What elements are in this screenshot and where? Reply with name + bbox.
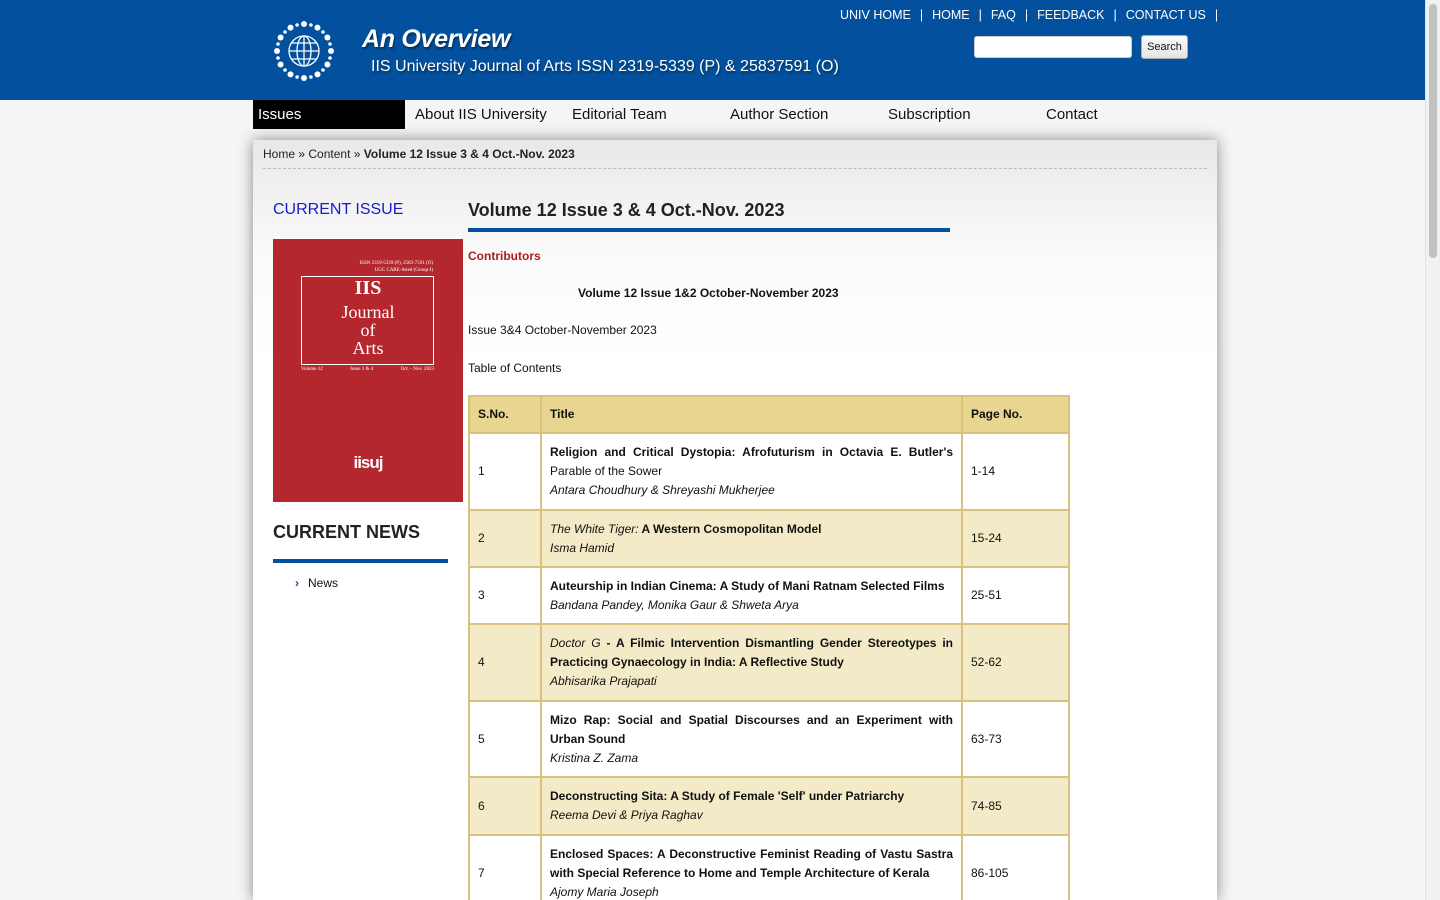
table-row [470,778,1068,834]
breadcrumb-current: Volume 12 Issue 3 & 4 Oct.-Nov. 2023 [363,147,575,161]
page-title: Volume 12 Issue 3 & 4 Oct.-Nov. 2023 [468,200,785,220]
table-of-contents [468,395,1070,900]
row-pages: 15-24 [963,511,1068,566]
row-title-cell[interactable] [542,625,961,700]
cover-journal-word: of [360,320,376,340]
main-nav [253,100,1137,129]
scrollbar-thumb[interactable] [1429,4,1437,258]
cover-journal-word: Arts [352,338,384,358]
breadcrumb-separator: » [298,147,306,161]
link-separator: | [978,8,982,22]
article-title-segment[interactable]: Parable of the Sower [550,464,663,478]
breadcrumb-home[interactable]: Home [263,147,296,161]
row-sno: 6 [470,778,540,834]
contributors-link[interactable]: Contributors [468,249,541,263]
nav-item-issues[interactable]: Issues [253,100,405,129]
row-pages: 86-105 [963,836,1068,900]
link-separator: | [1024,8,1029,22]
toc-body [470,434,1068,900]
cover-ugc: UGC CARE-listed (Group-I) [374,268,433,273]
content-panel [253,140,1217,900]
cover-brand: IIS [354,277,382,299]
breadcrumb-content[interactable]: Content [308,147,351,161]
iis-globe-logo-icon[interactable] [272,19,336,83]
top-link-faq[interactable]: FAQ [990,8,1016,22]
cover-issn: ISSN 2319-5339 (P), 2583-7591 (O) [359,261,433,266]
link-separator: | [919,8,924,22]
nav-item-author-section[interactable]: Author Section [730,106,829,123]
article-authors: Antara Choudhury & Shreyashi Mukherjee [550,483,775,497]
top-link-feedback[interactable]: FEEDBACK [1037,8,1105,22]
table-row [470,434,1068,509]
nav-item-contact[interactable]: Contact [1046,106,1098,123]
row-pages: 74-85 [963,778,1068,834]
search-input[interactable] [974,36,1132,58]
table-row [470,625,1068,700]
toc-label: Table of Contents [468,361,562,375]
breadcrumb-separator: » [353,147,361,161]
article-title-segment[interactable]: Religion and Critical Dystopia: Afrofuturism in Octavia E. Butler's [550,445,953,459]
news-divider [273,559,448,563]
article-title-segment[interactable]: A Western Cosmopolitan Model [638,521,822,536]
current-news-heading: CURRENT NEWS [273,522,420,542]
row-title-cell[interactable] [542,434,961,509]
column-header-pages: Page No. [963,397,1068,432]
cover-journal-name [273,303,463,357]
row-sno: 7 [470,836,540,900]
breadcrumb [263,147,575,161]
article-title-segment[interactable]: Mizo Rap: Social and Spatial Discourses and an Experiment with Urban Sound [550,712,953,746]
cover-meta [301,367,434,372]
nav-item-editorial-team[interactable]: Editorial Team [572,106,667,123]
site-title: An Overview [362,25,511,53]
cover-date: Oct. - Nov. 2023 [400,367,434,372]
top-link-univ-home[interactable]: UNIV HOME [840,8,911,22]
site-subtitle: IIS University Journal of Arts ISSN 2319-5339 (P) & 25837591 (O) [371,58,839,75]
top-link-home[interactable]: HOME [932,8,970,22]
article-title-segment[interactable]: The White Tiger: [550,521,639,536]
row-pages: 1-14 [963,434,1068,509]
current-issue-cover-image[interactable] [273,239,463,502]
row-sno: 4 [470,625,540,700]
issue-line: Issue 3&4 October-November 2023 [468,323,657,337]
article-authors: Bandana Pandey, Monika Gaur & Shweta Arya [550,597,799,612]
row-pages: 25-51 [963,568,1068,623]
link-separator: | [1113,8,1117,22]
table-row [470,511,1068,566]
column-header-title: Title [542,397,961,432]
article-authors: Kristina Z. Zama [550,750,639,765]
vertical-scrollbar[interactable] [1425,0,1440,900]
article-title-segment[interactable]: Doctor G [550,636,601,650]
article-title-segment[interactable]: Auteurship in Indian Cinema: A Study of Mani Ratnam Selected Films [550,578,945,593]
row-sno: 3 [470,568,540,623]
row-title-cell[interactable] [542,568,961,623]
news-link[interactable]: News [308,576,339,590]
cover-volume: Volume 12 [301,367,323,372]
top-links [840,8,1227,22]
article-authors: Isma Hamid [550,540,615,555]
article-title-segment[interactable]: Enclosed Spaces: A Deconstructive Feminist Reading of Vastu Sastra with Special Reference to Home and Temple Architecture of Kerala [550,847,953,880]
table-row [470,568,1068,623]
article-authors: Reema Devi & Priya Raghav [550,808,703,822]
cover-iisuj-mark: iisuj [353,453,383,472]
column-header-sno: S.No. [470,397,540,432]
current-issue-heading[interactable]: CURRENT ISSUE [273,201,404,218]
row-sno: 2 [470,511,540,566]
row-sno: 1 [470,434,540,509]
site-header [0,0,1425,100]
volume-line: Volume 12 Issue 1&2 October-November 2023 [578,286,839,300]
table-row [470,702,1068,776]
article-authors: Ajomy Maria Joseph [550,885,659,899]
article-title-segment[interactable]: - A Filmic Intervention Dismantling Gender Stereotypes in Practicing Gynaecology in India: A Reflective Study [550,636,953,669]
news-list-item[interactable] [295,576,338,590]
row-title-cell[interactable] [542,702,961,776]
row-sno: 5 [470,702,540,776]
breadcrumb-divider [263,168,1207,169]
row-title-cell[interactable] [542,836,961,900]
link-separator: | [1214,8,1219,22]
article-authors: Abhisarika Prajapati [550,674,657,688]
nav-item-about[interactable]: About IIS University [415,106,547,123]
top-link-contact-us[interactable]: CONTACT US [1125,8,1206,22]
search-button[interactable]: Search [1141,35,1188,59]
row-title-cell[interactable] [542,511,961,566]
row-title-cell[interactable] [542,778,961,834]
row-pages: 63-73 [963,702,1068,776]
cover-journal-word: Journal [341,302,395,322]
nav-item-subscription[interactable]: Subscription [888,106,971,123]
title-divider [468,228,950,232]
cover-issue: Issue 3 & 4 [350,367,374,372]
row-pages: 52-62 [963,625,1068,700]
table-row [470,836,1068,900]
chevron-right-icon: › [295,576,299,590]
article-title-segment[interactable]: Deconstructing Sita: A Study of Female 'Self' under Patriarchy [550,789,905,803]
